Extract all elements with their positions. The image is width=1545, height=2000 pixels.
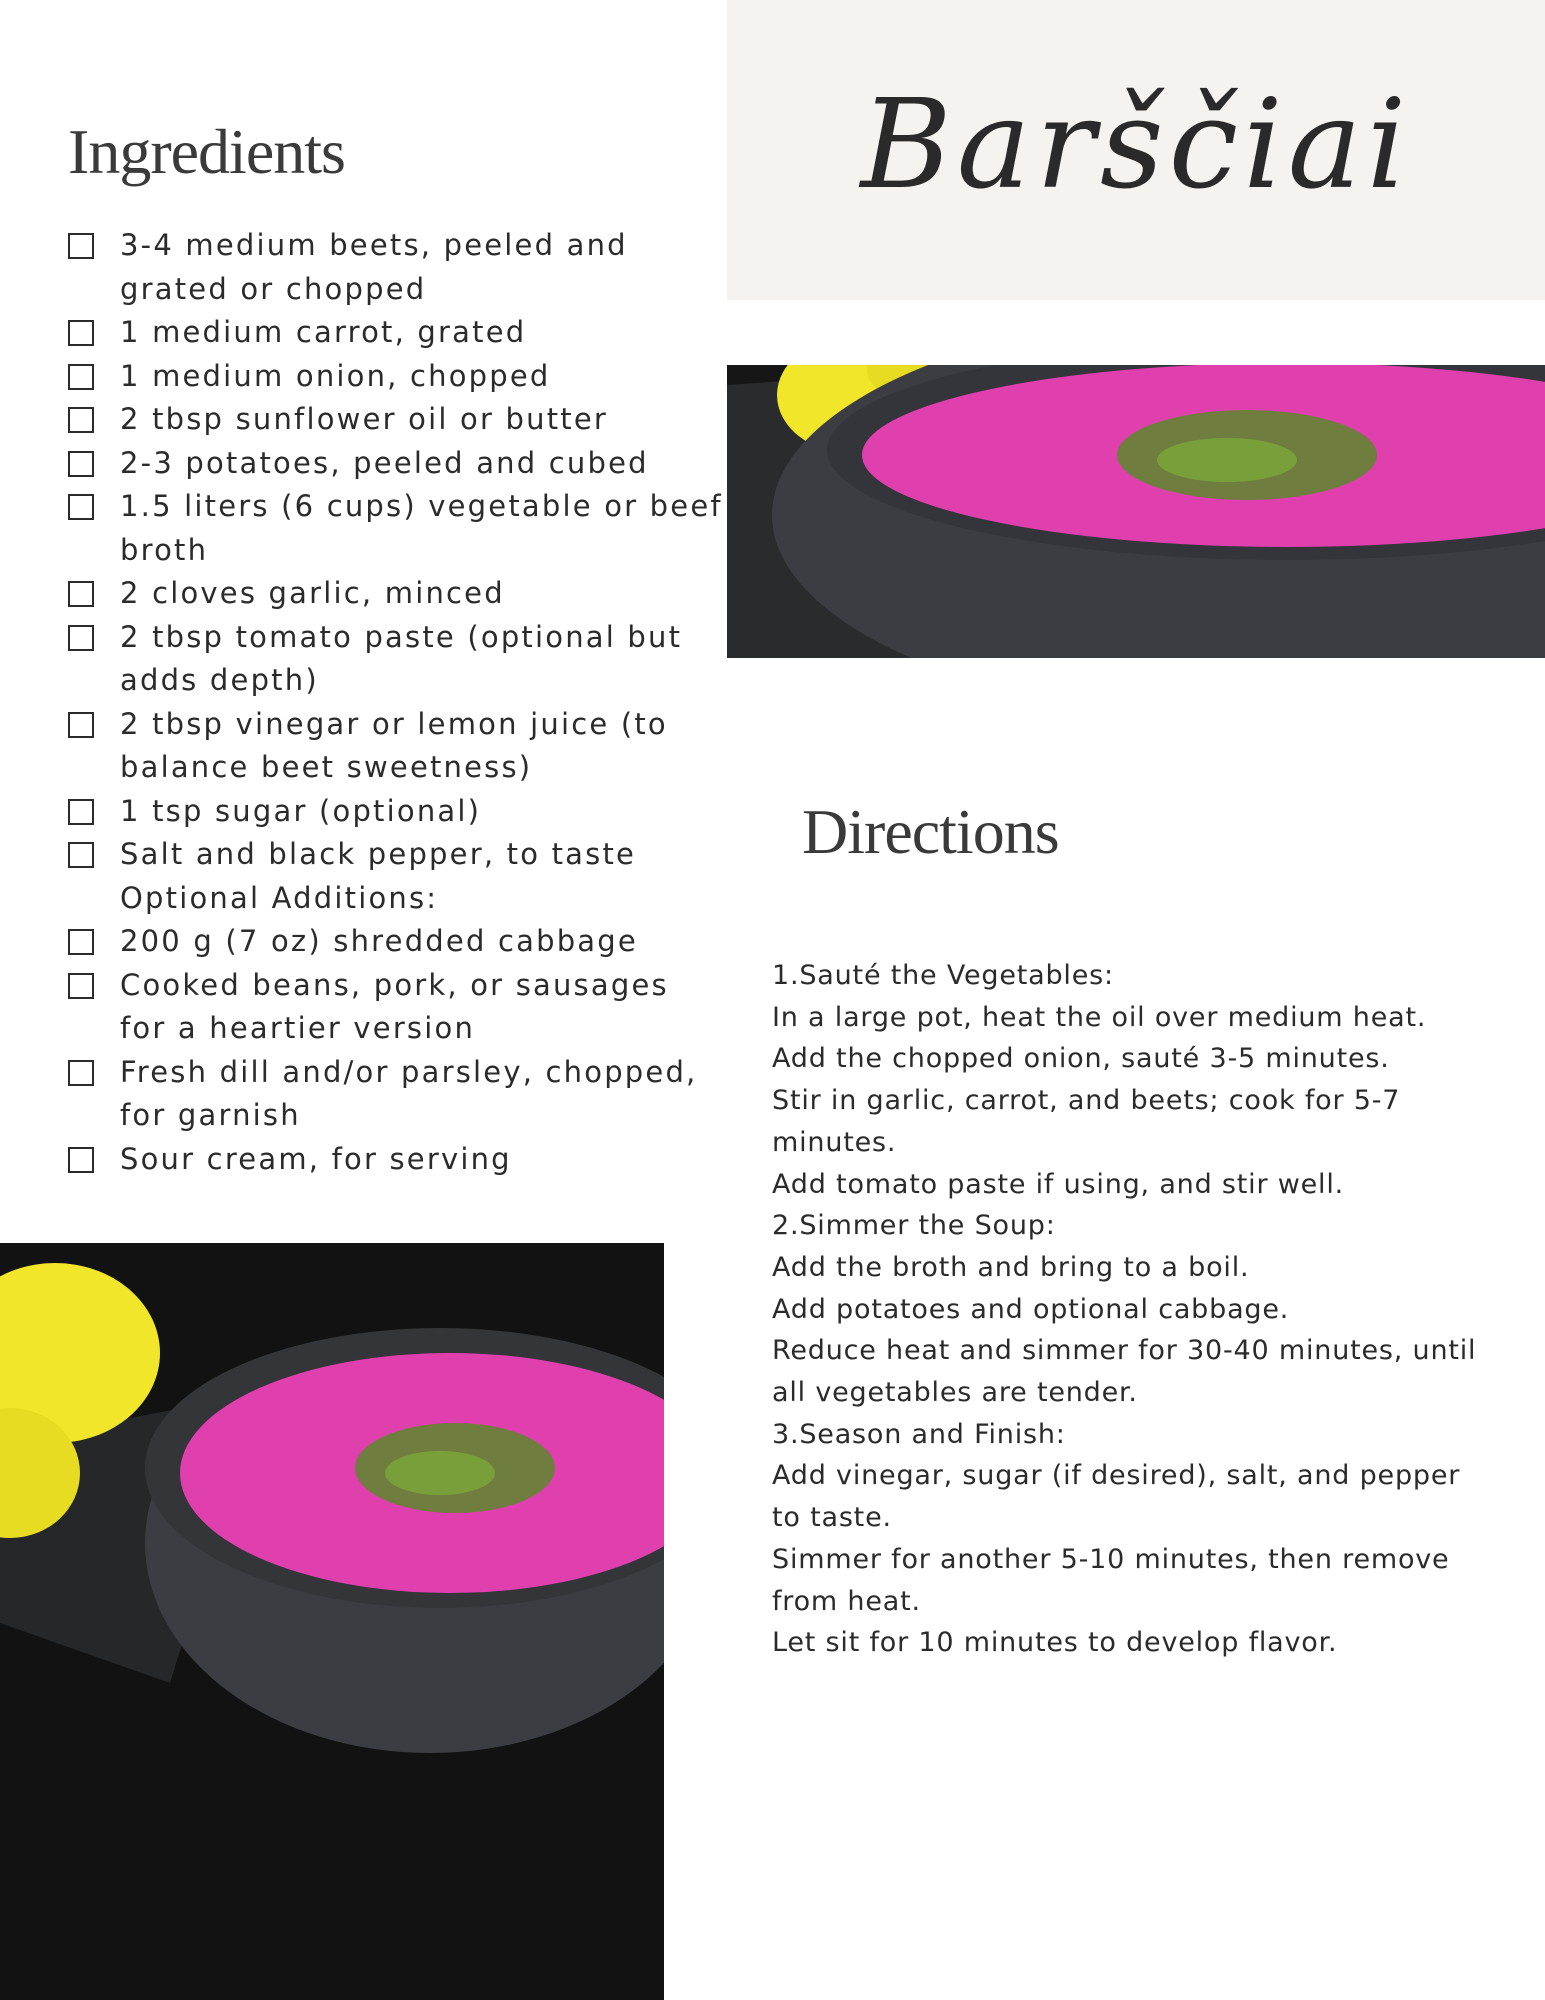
ingredient-checkbox[interactable] [68,364,94,390]
ingredient-item [64,398,724,442]
ingredient-item [64,877,724,921]
ingredient-text: Optional Additions: [120,880,439,915]
ingredient-checkbox[interactable] [68,233,94,259]
ingredient-item [64,355,724,399]
ingredient-item [64,311,724,355]
ingredients-list [64,224,724,1181]
ingredient-checkbox[interactable] [68,625,94,651]
ingredient-text: 1 tsp sugar (optional) [120,793,482,828]
ingredient-checkbox[interactable] [68,494,94,520]
ingredient-text: 3-4 medium beets, peeled and grated or chopped [120,228,628,306]
ingredient-checkbox[interactable] [68,1060,94,1086]
direction-line: Add the chopped onion, sauté 3-5 minutes. [772,1043,1390,1075]
direction-line: Simmer for another 5-10 minutes, then remove from heat. [772,1543,1450,1617]
ingredient-text: 2 cloves garlic, minced [120,576,505,610]
direction-line: Add tomato paste if using, and stir well. [772,1168,1345,1200]
ingredient-checkbox[interactable] [68,1147,94,1173]
ingredient-checkbox[interactable] [68,799,94,825]
ingredient-checkbox[interactable] [68,842,94,868]
direction-line: Add the broth and bring to a boil. [772,1251,1250,1283]
ingredient-text: Sour cream, for serving [120,1141,512,1176]
ingredient-text: 1 medium onion, chopped [120,358,551,393]
ingredient-checkbox[interactable] [68,581,94,607]
direction-step-heading: 1.Sauté the Vegetables: [772,960,1114,991]
ingredient-text: 1.5 liters (6 cups) vegetable or beef broth [120,489,723,567]
ingredient-text: 2 tbsp sunflower oil or butter [120,402,609,436]
ingredient-checkbox[interactable] [68,973,94,999]
ingredient-item [64,920,724,964]
title-panel [727,0,1545,300]
directions-heading: Directions [802,796,1059,867]
ingredient-text: 2-3 potatoes, peeled and cubed [120,445,649,480]
ingredient-checkbox[interactable] [68,929,94,955]
ingredient-item [64,572,724,616]
ingredient-item [64,964,724,1051]
ingredient-text: 200 g (7 oz) shredded cabbage [120,924,638,958]
recipe-title: Barščiai [860,73,1412,217]
ingredient-text: 2 tbsp vinegar or lemon juice (to balance beet sweetness) [120,706,668,784]
ingredient-checkbox[interactable] [68,451,94,477]
soup-photo-bottom [0,1243,664,2000]
ingredient-item [64,485,724,572]
ingredient-item [64,616,724,703]
ingredient-text: 1 medium carrot, grated [120,315,527,349]
direction-line: Add potatoes and optional cabbage. [772,1293,1290,1325]
ingredient-item [64,833,724,877]
ingredient-item [64,224,724,311]
ingredient-checkbox[interactable] [68,712,94,738]
direction-step-heading: 2.Simmer the Soup: [772,1210,1056,1242]
ingredient-item [64,442,724,486]
ingredient-item [64,703,724,790]
ingredient-item [64,790,724,834]
ingredient-text: Salt and black pepper, to taste [120,837,637,871]
soup-photo-top [727,365,1545,658]
ingredient-text: Fresh dill and/or parsley, chopped, for garnish [120,1054,698,1132]
ingredient-item [64,1138,724,1182]
ingredient-item [64,1051,724,1138]
ingredient-text: 2 tbsp tomato paste (optional but adds depth) [120,619,683,697]
ingredient-checkbox[interactable] [68,320,94,346]
ingredient-text: Cooked beans, pork, or sausages for a heartier version [120,967,669,1045]
ingredient-checkbox[interactable] [68,407,94,433]
directions-body [772,955,1492,1664]
direction-line: In a large pot, heat the oil over medium heat. [772,1001,1427,1033]
direction-line: Let sit for 10 minutes to develop flavor. [772,1627,1338,1659]
direction-line: Reduce heat and simmer for 30-40 minutes, until all vegetables are tender. [772,1335,1477,1409]
ingredients-heading: Ingredients [68,116,345,187]
direction-step-heading: 3.Season and Finish: [772,1418,1066,1450]
direction-line: Add vinegar, sugar (if desired), salt, and pepper to taste. [772,1460,1461,1534]
direction-line: Stir in garlic, carrot, and beets; cook for 5-7 minutes. [772,1085,1401,1158]
